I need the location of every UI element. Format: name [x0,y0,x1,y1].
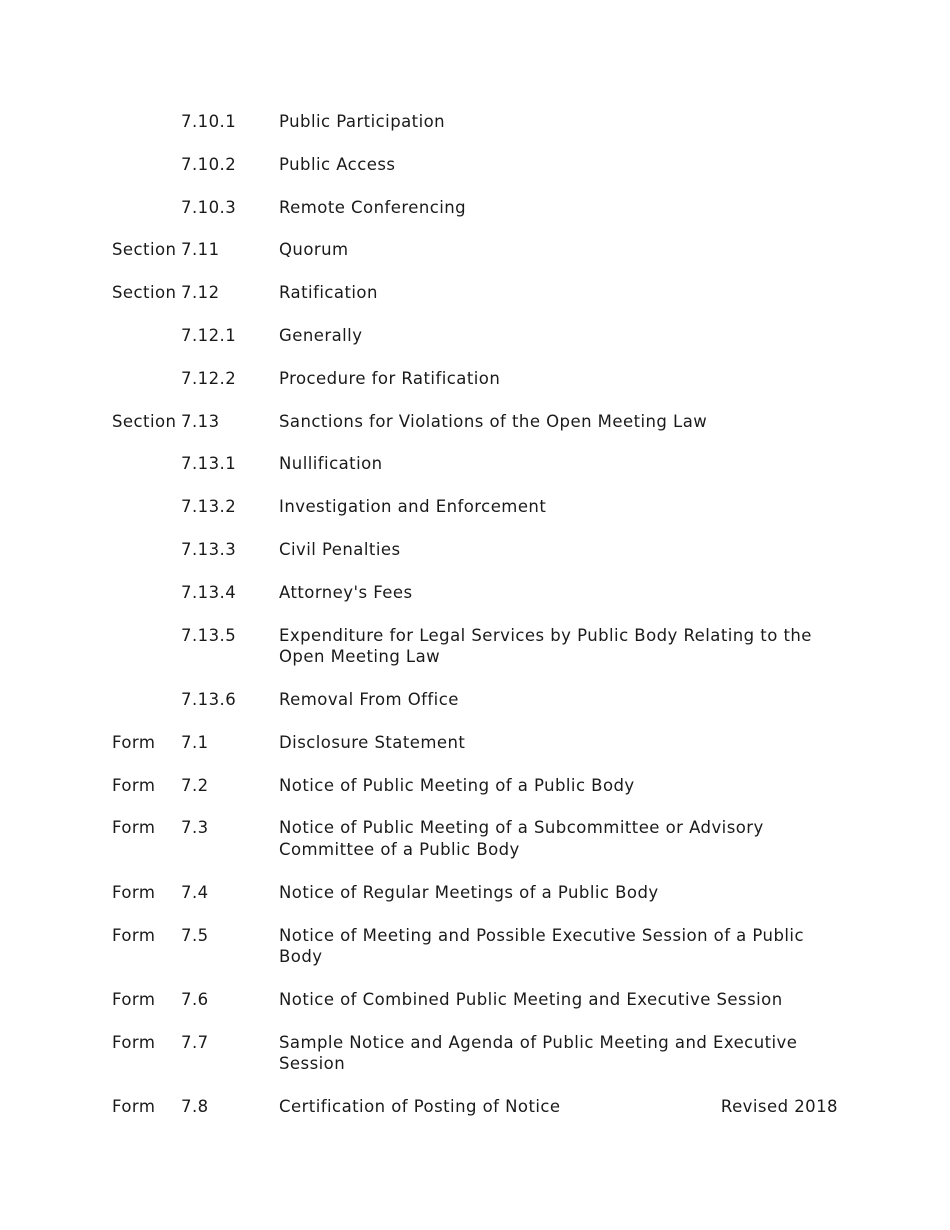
entry-title: Civil Penalties [279,539,401,559]
entry-number: 7.13.5 [181,625,237,645]
entry-prefix: Section [112,411,177,431]
toc-entry [112,775,842,797]
entry-number: 7.10.1 [181,112,237,131]
entry-title: Notice of Meeting and Possible Executive Session of a Public Body [279,925,804,967]
entry-title: Disclosure Statement [279,732,466,752]
entry-title: Ratification [279,283,378,303]
toc-entry [112,368,842,390]
toc-entry [112,882,842,904]
entry-title: Certification of Posting of Notice [279,1097,561,1117]
entry-title: Notice of Public Meeting of a Subcommittee or Advisory Committee of a Public Body [279,818,764,859]
toc-entry [112,925,842,968]
toc-entry [112,625,842,668]
toc-entry [112,817,842,860]
toc-entry [112,582,842,604]
toc-entry [112,154,842,176]
toc-entry [112,197,842,219]
entry-number: 7.10.2 [181,154,237,174]
entry-prefix: Form [112,1032,156,1052]
entry-number: 7.7 [181,1032,209,1052]
entry-number: 7.12.2 [181,368,237,388]
entry-title: Generally [279,325,363,345]
entry-title: Public Participation [279,112,446,131]
entry-prefix: Section [112,283,177,303]
entry-number: 7.11 [181,240,220,260]
toc-entry [112,989,842,1011]
entry-number: 7.12 [181,283,220,303]
toc-entry [112,453,842,475]
entry-number: 7.13.6 [181,690,237,710]
entry-title: Quorum [279,240,349,260]
toc-entry [112,732,842,754]
toc-entry [112,496,842,518]
entry-number: 7.10.3 [181,197,237,217]
entry-prefix: Section [112,240,177,260]
entry-number: 7.13.1 [181,454,237,474]
entry-title: Sample Notice and Agenda of Public Meeting and Executive Session [279,1032,798,1074]
toc-entry [112,239,842,261]
toc-entry [112,539,842,561]
entry-title: Notice of Regular Meetings of a Public Body [279,882,659,902]
entry-title: Attorney's Fees [279,582,413,602]
entry-number: 7.13.3 [181,539,237,559]
entry-number: 7.13 [181,411,220,431]
entry-title: Investigation and Enforcement [279,497,547,517]
toc-entry [112,411,842,433]
entry-title: Sanctions for Violations of the Open Meeting Law [279,411,708,431]
entry-number: 7.6 [181,990,209,1010]
entry-prefix: Form [112,990,156,1010]
entry-title: Notice of Combined Public Meeting and Executive Session [279,990,783,1010]
entry-prefix: Form [112,775,156,795]
entry-prefix: Form [112,818,156,838]
entry-number: 7.1 [181,732,209,752]
entry-title: Nullification [279,454,383,474]
revision-note: Revised 2018 [720,1097,838,1116]
toc-entry [112,1032,842,1075]
entry-prefix: Form [112,925,156,945]
entry-prefix: Form [112,732,156,752]
entry-number: 7.3 [181,818,209,838]
entry-title: Notice of Public Meeting of a Public Body [279,775,635,795]
entry-prefix: Form [112,1097,156,1117]
toc-entry [112,325,842,347]
table-of-contents [112,111,842,1139]
entry-number: 7.13.4 [181,582,237,602]
entry-number: 7.12.1 [181,325,237,345]
entry-prefix: Form [112,882,156,902]
entry-number: 7.2 [181,775,209,795]
entry-number: 7.4 [181,882,209,902]
entry-number: 7.8 [181,1097,209,1117]
entry-title: Expenditure for Legal Services by Public Body Relating to the Open Meeting Law [279,625,812,667]
toc-entry [112,689,842,711]
entry-number: 7.13.2 [181,497,237,517]
entry-title: Remote Conferencing [279,197,467,217]
entry-title: Procedure for Ratification [279,368,501,388]
entry-title: Removal From Office [279,690,459,710]
entry-title: Public Access [279,154,396,174]
toc-entry [112,111,842,133]
toc-entry [112,282,842,304]
entry-number: 7.5 [181,925,209,945]
